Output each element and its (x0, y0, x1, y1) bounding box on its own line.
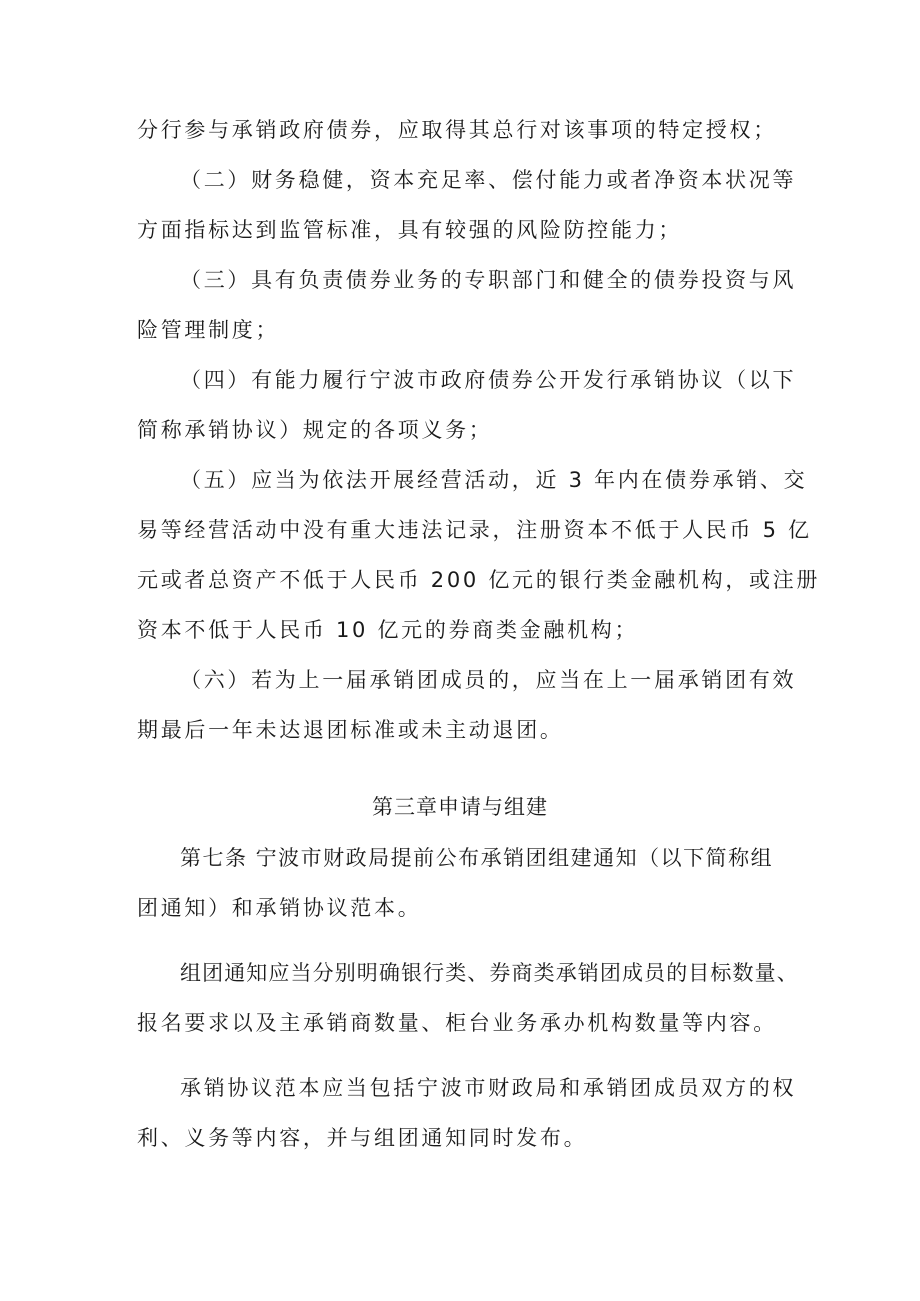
article-title-line: 第七条 宁波市财政局提前公布承销团组建通知（以下简称组 (180, 846, 774, 870)
paragraph-line: 利、义务等内容，并与组团通知同时发布。 (137, 1126, 588, 1150)
paragraph-line: 资本不低于人民币 10 亿元的券商类金融机构； (137, 618, 639, 642)
paragraph-line: （五）应当为依法开展经营活动，近 3 年内在债券承销、交 (180, 468, 808, 492)
paragraph-line: 组团通知应当分别明确银行类、券商类承销团成员的目标数量、 (180, 961, 799, 985)
paragraph-line: 险管理制度； (137, 318, 280, 342)
paragraph-line: （四）有能力履行宁波市政府债券公开发行承销协议（以下 (180, 368, 797, 392)
paragraph-line: （六）若为上一届承销团成员的，应当在上一届承销团有效 (180, 668, 797, 692)
paragraph-line: （三）具有负责债券业务的专职部门和健全的债券投资与风 (180, 268, 797, 292)
paragraph-line: 承销协议范本应当包括宁波市财政局和承销团成员双方的权 (180, 1076, 797, 1100)
paragraph-line: 报名要求以及主承销商数量、柜台业务承办机构数量等内容。 (137, 1011, 777, 1035)
paragraph-line: 易等经营活动中没有重大违法记录，注册资本不低于人民币 5 亿 (137, 518, 812, 542)
paragraph-line: 期最后一年未达退团标准或未主动退团。 (137, 718, 564, 742)
paragraph-line: 元或者总资产不低于人民币 200 亿元的银行类金融机构，或注册 (137, 568, 821, 592)
chapter-heading: 第三章申请与组建 (372, 795, 548, 819)
paragraph-line: 分行参与承销政府债券，应取得其总行对该事项的特定授权； (137, 118, 777, 142)
paragraph-line: （二）财务稳健，资本充足率、偿付能力或者净资本状况等 (180, 168, 797, 192)
paragraph-line: 方面指标达到监管标准，具有较强的风险防控能力； (137, 218, 683, 242)
paragraph-line: 简称承销协议）规定的各项义务； (137, 418, 493, 442)
paragraph-line: 团通知）和承销协议范本。 (137, 896, 422, 920)
